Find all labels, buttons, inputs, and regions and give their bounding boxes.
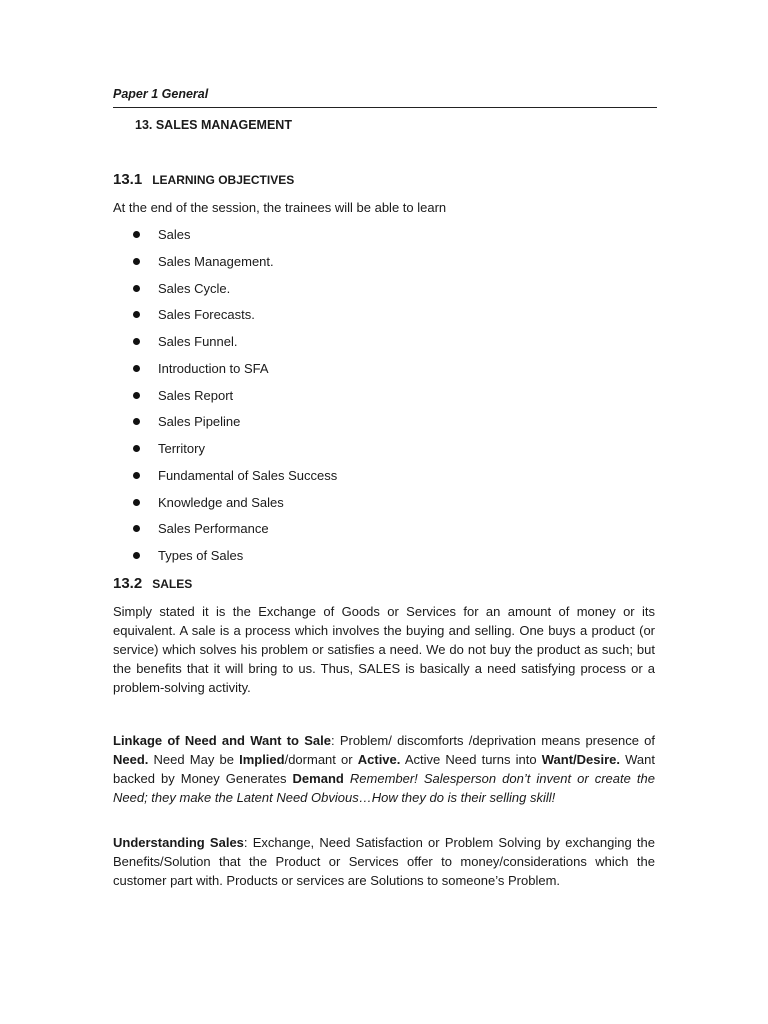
bullet-icon [133,525,140,532]
term-implied: Implied [239,752,285,767]
linkage-text: /dormant or [284,752,358,767]
list-item-text: Fundamental of Sales Success [158,467,338,483]
list-item [133,387,337,414]
list-item [133,413,337,440]
list-item-text: Knowledge and Sales [158,494,284,510]
bullet-icon [133,258,140,265]
list-item-text: Sales Cycle. [158,280,231,296]
list-item-text: Sales Funnel. [158,334,238,349]
section-heading-learning-objectives [113,171,294,189]
bullet-icon [133,338,140,345]
list-item-text: Introduction to SFA [158,360,269,376]
bullet-icon [133,552,140,559]
list-item-text: Sales Report [158,387,234,403]
remember-note: Remember! Salesperson don’t invent or create the Need; they make the Latent Need Obvious…How they do is their selling skill! [113,771,655,805]
objectives-list [133,226,337,574]
term-need: Need. [113,752,149,767]
bullet-icon [133,392,140,399]
understanding-lead: Understanding Sales [113,835,244,850]
list-item-text: Sales Performance [158,521,269,537]
understanding-sales-paragraph [113,833,655,890]
linkage-text: : Problem/ discomforts /deprivation means presence of [330,733,655,748]
list-item-text: Territory [158,441,205,456]
bullet-icon [133,445,140,452]
linkage-text: Need May be [148,752,240,767]
sales-definition-paragraph: Simply stated it is the Exchange of Goods or Services for an amount of money or its equivalent. A sale is a process which involves the buying and selling. One buys a product (or service) which solves his problem or satisfies a need. We do not buy the product as such; but the benefits that it will bring to us. Thus, SALES is basically a need satisfying process or a problem-solving activity. [113,604,655,695]
list-item-text: Sales Management. [158,253,274,269]
list-item [133,253,337,280]
list-item [133,520,337,547]
bullet-icon [133,418,140,425]
bullet-icon [133,285,140,292]
list-item [133,306,337,333]
objectives-intro: At the end of the session, the trainees will be able to learn [113,200,447,215]
running-header: Paper 1 General [113,87,209,101]
list-item [133,547,337,574]
list-item [133,494,337,521]
list-item-text: Sales Forecasts. [158,307,255,323]
term-active: Active. [357,752,401,767]
list-item-text: Sales [158,227,191,242]
term-demand: Demand [292,771,344,786]
list-item-text: Sales Pipeline [158,414,241,430]
list-item [133,467,337,494]
bullet-icon [133,499,140,506]
section-title: SALES [152,577,193,591]
chapter-title: 13. SALES MANAGEMENT [135,118,292,132]
list-item [133,360,337,387]
list-item-text: Types of Sales [158,548,244,563]
list-item [133,333,337,360]
header-rule [113,107,657,108]
section-title: LEARNING OBJECTIVES [152,173,295,187]
linkage-paragraph [113,731,655,807]
linkage-lead: Linkage of Need and Want to Sale [113,733,331,748]
understanding-text: : Exchange, Need Satisfaction or Problem Solving by exchanging the Benefits/Solution that the Product or Services offer to money/considerations which the customer part with. Products or services are Solutions to someone’s Problem. [113,835,655,888]
section-number: 13.1 [113,171,143,188]
section-heading-sales [113,575,192,593]
linkage-text: Active Need turns into [400,752,542,767]
list-item [133,280,337,307]
list-item [133,440,337,467]
linkage-text: Want backed by Money Generates [113,752,656,786]
term-want: Want/Desire. [541,752,620,767]
bullet-icon [133,231,140,238]
bullet-icon [133,365,140,372]
list-item [133,226,337,253]
section-number: 13.2 [113,575,143,592]
bullet-icon [133,311,140,318]
bullet-icon [133,472,140,479]
